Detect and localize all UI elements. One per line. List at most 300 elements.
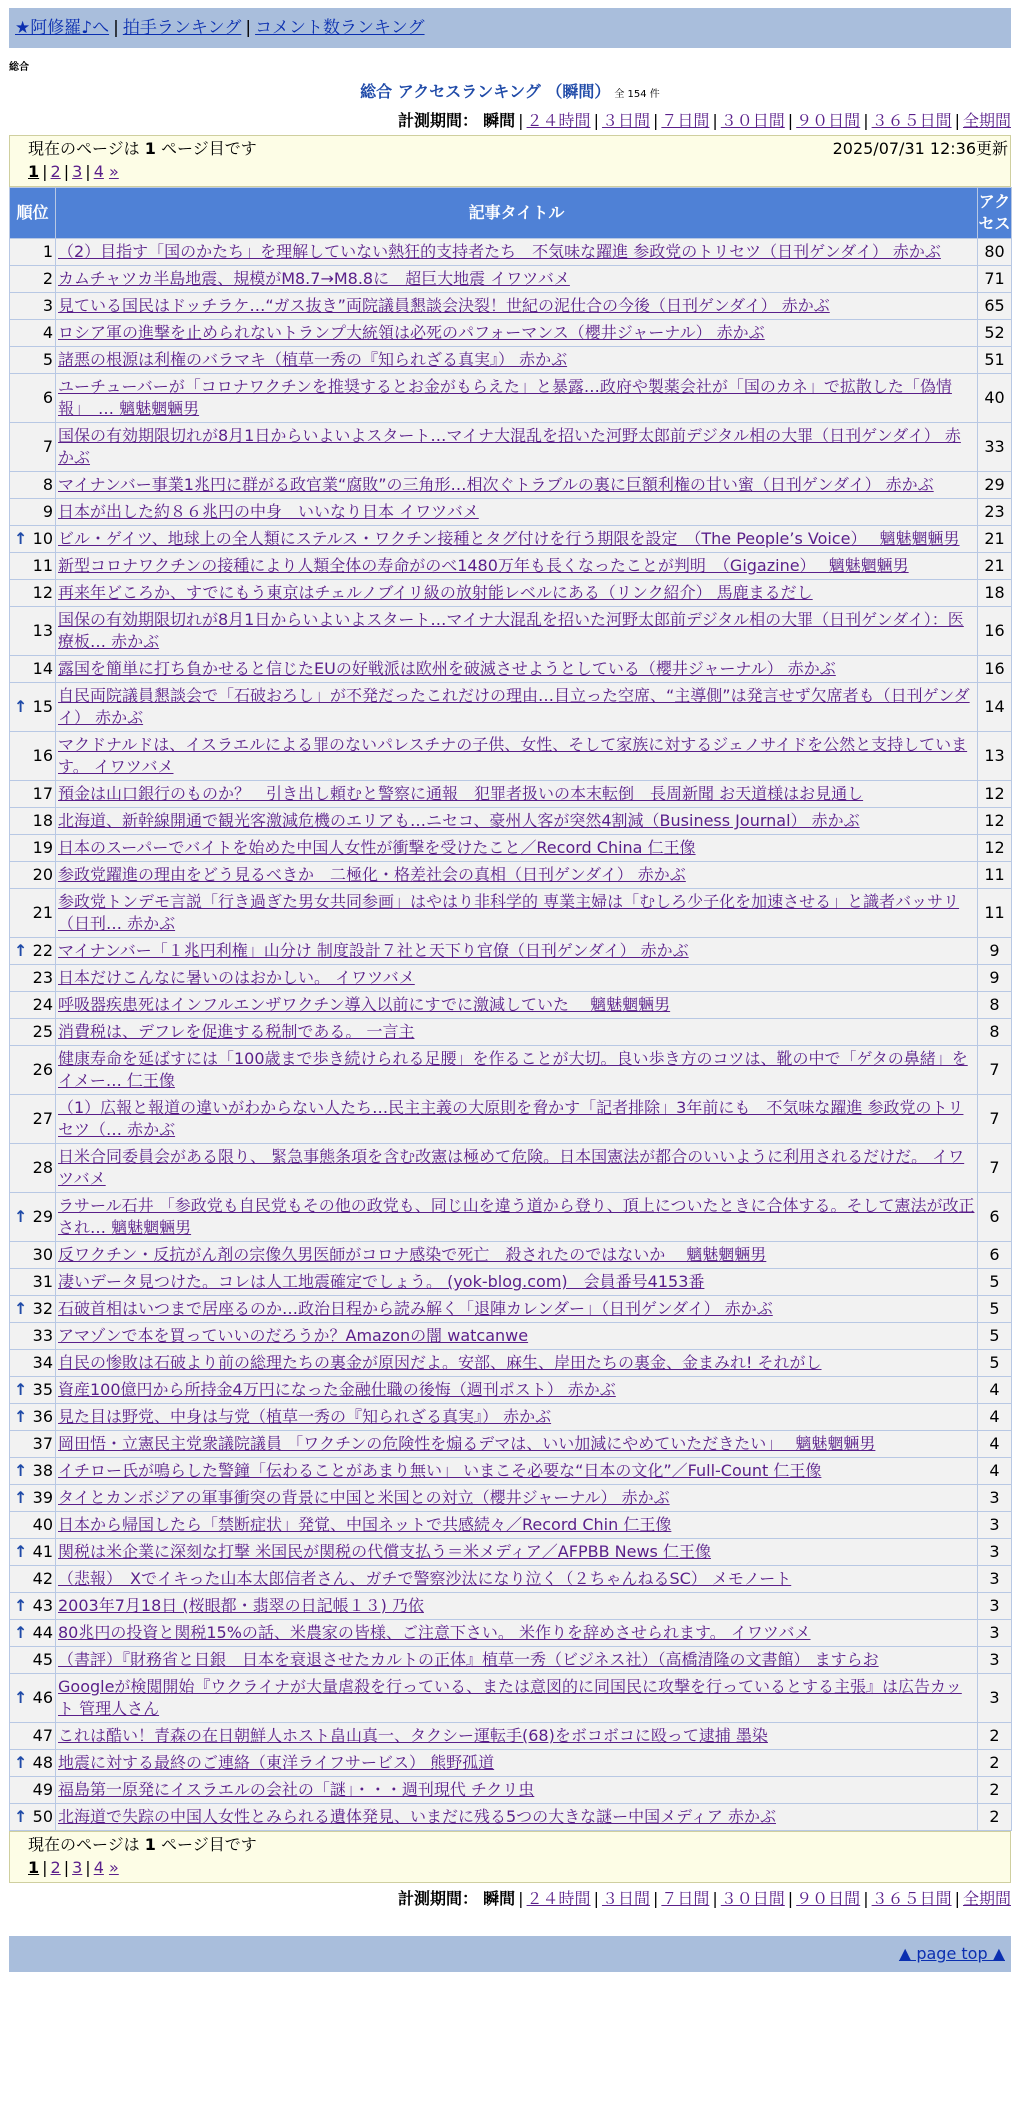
- title-cell: [56, 266, 978, 293]
- rank-number: 47: [32, 1726, 53, 1745]
- title-cell: [56, 1674, 978, 1723]
- rank-number: 23: [32, 968, 53, 987]
- table-row: [10, 808, 1012, 835]
- article-title-link[interactable]: 関税は米企業に深刻な打撃 米国民が関税の代償支払う＝米メディア／AFPBB News 仁王像: [58, 1542, 711, 1561]
- title-cell: [56, 683, 978, 732]
- article-title-link[interactable]: 新型コロナワクチンの接種により人類全体の寿命がのべ1480万年も長くなったことが判明 （Gigazine） 魑魅魍魎男: [58, 556, 909, 575]
- access-count: 12: [978, 835, 1012, 862]
- access-count: 33: [978, 423, 1012, 472]
- header-access: アクセス: [978, 188, 1012, 239]
- table-row: [10, 1512, 1012, 1539]
- article-title-link[interactable]: 日本だけこんなに暑いのはおかしい。 イワツバメ: [58, 968, 415, 987]
- period-link-24h[interactable]: ２４時間: [526, 111, 591, 130]
- article-title-link[interactable]: カムチャツカ半島地震、規模がM8.7→M8.8に 超巨大地震 イワツバメ: [58, 269, 570, 288]
- title-cell: [56, 1350, 978, 1377]
- updated-timestamp: 2025/07/31 12:36更新: [832, 139, 1008, 158]
- article-title-link[interactable]: 参政党トンデモ言説「行き過ぎた男女共同参画」はやはり非科学的 専業主婦は「むしろ少子化を加速させる」と識者バッサリ（日刊… 赤かぶ: [58, 892, 960, 933]
- article-title-link[interactable]: 参政党躍進の理由をどう見るべきか 二極化・格差社会の真相（日刊ゲンダイ） 赤かぶ: [58, 865, 686, 884]
- article-title-link[interactable]: 岡田悟・立憲民主党衆議院議員 「ワクチンの危険性を煽るデマは、いい加減にやめていただきたい」 魑魅魍魎男: [58, 1434, 876, 1453]
- article-title-link[interactable]: 見た目は野党、中身は与党（植草一秀の『知られざる真実』） 赤かぶ: [58, 1407, 552, 1426]
- pager-page-4[interactable]: 4: [93, 162, 104, 181]
- rank-cell: [10, 1723, 56, 1750]
- rank-number: 21: [32, 903, 53, 922]
- rank-cell: [10, 1485, 56, 1512]
- title-cell: [56, 1647, 978, 1674]
- rank-cell: [10, 1296, 56, 1323]
- rank-cell: [10, 1269, 56, 1296]
- rank-cell: [10, 992, 56, 1019]
- access-count: 2: [978, 1750, 1012, 1777]
- rank-cell: [10, 239, 56, 266]
- access-count: 3: [978, 1485, 1012, 1512]
- rank-up-arrow-icon: ↑: [14, 1488, 28, 1507]
- table-row: [10, 1620, 1012, 1647]
- table-row: [10, 553, 1012, 580]
- rank-number: 48: [32, 1753, 53, 1772]
- title-cell: [56, 472, 978, 499]
- article-title-link[interactable]: 日本のスーパーでバイトを始めた中国人女性が衝撃を受けたこと／Record China 仁王像: [58, 838, 696, 857]
- title-cell: [56, 347, 978, 374]
- access-count: 2: [978, 1723, 1012, 1750]
- table-row: [10, 1777, 1012, 1804]
- period-label: 計測期間：: [398, 1889, 479, 1908]
- title-cell: [56, 1512, 978, 1539]
- rank-number: 13: [32, 621, 53, 640]
- rank-cell: [10, 423, 56, 472]
- access-count: 6: [978, 1193, 1012, 1242]
- rank-number: 11: [32, 556, 53, 575]
- rank-number: 49: [32, 1780, 53, 1799]
- rank-cell: [10, 607, 56, 656]
- period-current: 瞬間: [483, 111, 516, 130]
- access-count: 4: [978, 1404, 1012, 1431]
- table-row: [10, 347, 1012, 374]
- access-count: 4: [978, 1458, 1012, 1485]
- rank-number: 17: [32, 784, 53, 803]
- rank-number: 16: [32, 746, 53, 765]
- pager-current-page: 1: [28, 1858, 40, 1877]
- period-link-all[interactable]: 全期間: [962, 1889, 1011, 1908]
- title-cell: [56, 374, 978, 423]
- access-count: 8: [978, 1019, 1012, 1046]
- rank-cell: [10, 1804, 56, 1831]
- table-row: [10, 580, 1012, 607]
- access-count: 11: [978, 889, 1012, 938]
- page-top-link[interactable]: ▲ page top ▲: [898, 1944, 1005, 1963]
- header-title: 記事タイトル: [56, 188, 978, 239]
- rank-number: 8: [42, 475, 53, 494]
- access-count: 5: [978, 1269, 1012, 1296]
- nav-link-clap-ranking[interactable]: 拍手ランキング: [122, 18, 242, 38]
- table-row: [10, 607, 1012, 656]
- access-count: 5: [978, 1350, 1012, 1377]
- rank-up-arrow-icon: ↑: [14, 529, 28, 548]
- title-cell: [56, 607, 978, 656]
- rank-cell: [10, 1431, 56, 1458]
- rank-number: 39: [32, 1488, 53, 1507]
- article-title-link[interactable]: 国保の有効期限切れが8月1日からいよいよスタート…マイナ大混乱を招いた河野太郎前デジタル相の大罪（日刊ゲンダイ）：医療板… 赤かぶ: [58, 610, 964, 651]
- article-title-link[interactable]: 資産100億円から所持金4万円になった金融仕職の後悔（週刊ポスト） 赤かぶ: [58, 1380, 616, 1399]
- article-title-link[interactable]: 日本から帰国したら「禁断症状」発覚、中国ネットで共感続々／Record Chin 仁王像: [58, 1515, 672, 1534]
- rank-cell: [10, 374, 56, 423]
- period-link-90d[interactable]: ９０日間: [796, 1889, 861, 1908]
- rank-number: 28: [32, 1158, 53, 1177]
- title-cell: [56, 732, 978, 781]
- table-row: [10, 1144, 1012, 1193]
- access-count: 7: [978, 1046, 1012, 1095]
- period-link-30d[interactable]: ３０日間: [720, 111, 785, 130]
- rank-up-arrow-icon: ↑: [14, 1407, 28, 1426]
- table-row: [10, 266, 1012, 293]
- rank-cell: [10, 347, 56, 374]
- article-title-link[interactable]: 80兆円の投資と関税15%の話、米農家の皆様、ご注意下さい。 米作りを辞めさせられます。 イワツバメ: [58, 1623, 811, 1642]
- pager-page-2[interactable]: 2: [50, 1858, 61, 1877]
- title-cell: [56, 1193, 978, 1242]
- pager-page-3[interactable]: 3: [72, 1858, 83, 1877]
- rank-cell: [10, 808, 56, 835]
- period-link-365d[interactable]: ３６５日間: [871, 1889, 952, 1908]
- access-count: 12: [978, 808, 1012, 835]
- title-cell: [56, 239, 978, 266]
- access-count: 7: [978, 1144, 1012, 1193]
- article-title-link[interactable]: （1）広報と報道の違いがわからない人たち…民主主義の大原則を脅かす「記者排除」3年前にも 不気味な躍進 参政党のトリセツ（… 赤かぶ: [58, 1098, 964, 1139]
- table-row: [10, 1804, 1012, 1831]
- title-cell: [56, 1242, 978, 1269]
- nav-link-comment-ranking[interactable]: コメント数ランキング: [255, 18, 425, 38]
- rank-number: 29: [32, 1207, 53, 1226]
- access-count: 2: [978, 1777, 1012, 1804]
- article-title-link[interactable]: （書評）『財務省と日銀 日本を衰退させたカルトの正体』植草一秀（ビジネス社）（高橋清隆の文書館） ますらお: [58, 1650, 879, 1669]
- article-title-link[interactable]: 地震に対する最終のご連絡（東洋ライフサービス） 熊野孤道: [58, 1753, 495, 1772]
- period-selector-bottom: 計測期間： 瞬間 | ２４時間 | ３日間 | ７日間 | ３０日間 | ９０日間 | ３６５日間 | 全期間: [398, 1889, 1011, 1908]
- article-title-link[interactable]: 石破首相はいつまで居座るのか…政治日程から読み解く「退陣カレンダー」（日刊ゲンダイ） 赤かぶ: [58, 1299, 773, 1318]
- table-row: [10, 1750, 1012, 1777]
- access-count: 5: [978, 1323, 1012, 1350]
- rank-cell: [10, 683, 56, 732]
- rank-number: 24: [32, 995, 53, 1014]
- title-cell: [56, 889, 978, 938]
- access-count: 3: [978, 1593, 1012, 1620]
- rank-number: 44: [32, 1623, 53, 1642]
- title-cell: [56, 1404, 978, 1431]
- article-title-link[interactable]: （2）目指す「国のかたち」を理解していない熱狂的支持者たち 不気味な躍進 参政党のトリセツ（日刊ゲンダイ） 赤かぶ: [58, 242, 941, 261]
- title-cell: [56, 1750, 978, 1777]
- article-title-link[interactable]: マイナンバー「１兆円利権」山分け 制度設計７社と天下り官僚（日刊ゲンダイ） 赤かぶ: [58, 941, 689, 960]
- article-title-link[interactable]: 北海道、新幹線開通で観光客激減危機のエリアも…ニセコ、豪州人客が突然4割減（Business Journal） 赤かぶ: [58, 811, 860, 830]
- title-cell: [56, 965, 978, 992]
- title-cell: [56, 580, 978, 607]
- table-row: [10, 526, 1012, 553]
- article-title-link[interactable]: 北海道で失踪の中国人女性とみられる遺体発見、いまだに残る5つの大きな謎ー中国メディア 赤かぶ: [58, 1807, 776, 1826]
- table-row: [10, 683, 1012, 732]
- table-row: [10, 781, 1012, 808]
- table-row: [10, 472, 1012, 499]
- rank-up-arrow-icon: ↑: [14, 1596, 28, 1615]
- access-count: 3: [978, 1566, 1012, 1593]
- access-count: 80: [978, 239, 1012, 266]
- article-title-link[interactable]: 福島第一原発にイスラエルの会社の「謎」・・・週刊現代 チクリ虫: [58, 1780, 535, 1799]
- article-title-link[interactable]: 見ている国民はドッチラケ…“ガス抜き”両院議員懇談会決裂！世紀の泥仕合の今後（日刊ゲンダイ） 赤かぶ: [58, 296, 830, 315]
- title-cell: [56, 808, 978, 835]
- page-info-box-bottom: [9, 1831, 1011, 1883]
- nav-link-ashura[interactable]: ★阿修羅♪へ: [15, 18, 110, 38]
- table-row: [10, 862, 1012, 889]
- article-title-link[interactable]: ロシア軍の進撃を止められないトランプ大統領は必死のパフォーマンス（櫻井ジャーナル） 赤かぶ: [58, 323, 765, 342]
- page-heading: [0, 82, 1020, 105]
- access-count: 21: [978, 526, 1012, 553]
- access-count: 29: [978, 472, 1012, 499]
- rank-number: 34: [32, 1353, 53, 1372]
- pager-page-2[interactable]: 2: [50, 162, 61, 181]
- rank-number: 31: [32, 1272, 53, 1291]
- article-title-link[interactable]: 露国を簡単に打ち負かせると信じたEUの好戦派は欧州を破滅させようとしている（櫻井ジャーナル） 赤かぶ: [58, 659, 836, 678]
- table-row: [10, 1323, 1012, 1350]
- nav-separator: |: [245, 18, 252, 38]
- rank-number: 22: [32, 941, 53, 960]
- access-count: 16: [978, 656, 1012, 683]
- rank-number: 32: [32, 1299, 53, 1318]
- rank-number: 2: [42, 269, 53, 288]
- rank-cell: [10, 553, 56, 580]
- rank-cell: [10, 835, 56, 862]
- access-count: 3: [978, 1674, 1012, 1723]
- table-row: [10, 1095, 1012, 1144]
- table-row: [10, 1458, 1012, 1485]
- table-row: [10, 1377, 1012, 1404]
- article-title-link[interactable]: 自民両院議員懇談会で「石破おろし」が不発だったこれだけの理由…目立った空席、“主導側”は発言せず欠席者も（日刊ゲンダイ） 赤かぶ: [58, 686, 970, 727]
- title-cell: [56, 1377, 978, 1404]
- title-cell: [56, 835, 978, 862]
- title-cell: [56, 553, 978, 580]
- pager-next[interactable]: »: [108, 1858, 119, 1877]
- article-title-link[interactable]: これは酷い！青森の在日朝鮮人ホスト畠山真一、タクシー運転手(68)をボコボコに殴って逮捕 墨染: [58, 1726, 768, 1745]
- article-title-link[interactable]: ビル・ゲイツ、地球上の全人類にステルス・ワクチン接種とタグ付けを行う期限を設定 （The People’s Voice） 魑魅魍魎男: [58, 529, 960, 548]
- rank-number: 19: [32, 838, 53, 857]
- table-row: [10, 656, 1012, 683]
- rank-cell: [10, 1144, 56, 1193]
- rank-number: 6: [42, 388, 53, 407]
- rank-number: 1: [42, 242, 53, 261]
- rank-number: 37: [32, 1434, 53, 1453]
- page-info-box-top: [9, 135, 1011, 187]
- rank-number: 41: [32, 1542, 53, 1561]
- article-title-link[interactable]: 諸悪の根源は利権のバラマキ（植草一秀の『知られざる真実』） 赤かぶ: [58, 350, 568, 369]
- title-cell: [56, 1804, 978, 1831]
- current-page-text: 現在のページは 1 ページ目です: [28, 139, 257, 158]
- rank-number: 50: [32, 1807, 53, 1826]
- rank-cell: [10, 1539, 56, 1566]
- rank-number: 40: [32, 1515, 53, 1534]
- title-cell: [56, 1431, 978, 1458]
- nav-separator: |: [113, 18, 119, 38]
- article-title-link[interactable]: イチロー氏が鳴らした警鐘「伝わることがあまり無い」 いまこそ必要な“日本の文化”／Full-Count 仁王像: [58, 1461, 822, 1480]
- rank-cell: [10, 1620, 56, 1647]
- rank-cell: [10, 580, 56, 607]
- access-count: 71: [978, 266, 1012, 293]
- title-cell: [56, 1539, 978, 1566]
- article-title-link[interactable]: 凄いデータ見つけた。コレは人工地震確定でしょう。 (yok-blog.com) 会員番号4153番: [58, 1272, 705, 1291]
- rank-cell: [10, 1750, 56, 1777]
- period-link-3d[interactable]: ３日間: [601, 111, 650, 130]
- table-row: [10, 732, 1012, 781]
- title-cell: [56, 938, 978, 965]
- access-count: 5: [978, 1296, 1012, 1323]
- article-title-link[interactable]: 国保の有効期限切れが8月1日からいよいよスタート…マイナ大混乱を招いた河野太郎前デジタル相の大罪（日刊ゲンダイ） 赤かぶ: [58, 426, 961, 467]
- table-row: [10, 239, 1012, 266]
- access-count: 18: [978, 580, 1012, 607]
- period-link-30d[interactable]: ３０日間: [720, 1889, 785, 1908]
- title-cell: [56, 1095, 978, 1144]
- access-count: 3: [978, 1620, 1012, 1647]
- rank-cell: [10, 1674, 56, 1723]
- access-count: 52: [978, 320, 1012, 347]
- table-row: [10, 1723, 1012, 1750]
- period-link-3d[interactable]: ３日間: [601, 1889, 650, 1908]
- rank-up-arrow-icon: ↑: [14, 1688, 28, 1707]
- rank-number: 3: [42, 296, 53, 315]
- top-nav-bar: [9, 8, 1011, 48]
- title-cell: [56, 1723, 978, 1750]
- table-row: [10, 992, 1012, 1019]
- rank-cell: [10, 1193, 56, 1242]
- pager-top: 1 | 2 | 3 | 4 »: [28, 162, 119, 181]
- article-title-link[interactable]: 日本が出した約８６兆円の中身 いいなり日本 イワツバメ: [58, 502, 479, 521]
- rank-number: 45: [32, 1650, 53, 1669]
- rank-cell: [10, 1512, 56, 1539]
- rank-cell: [10, 320, 56, 347]
- rank-number: 42: [32, 1569, 53, 1588]
- table-row: [10, 1404, 1012, 1431]
- rank-up-arrow-icon: ↑: [14, 1207, 28, 1226]
- period-link-24h[interactable]: ２４時間: [526, 1889, 591, 1908]
- table-row: [10, 938, 1012, 965]
- title-cell: [56, 862, 978, 889]
- period-selector-top: 計測期間： 瞬間 | ２４時間 | ３日間 | ７日間 | ３０日間 | ９０日間 | ３６５日間 | 全期間: [398, 111, 1011, 130]
- access-count: 40: [978, 374, 1012, 423]
- period-link-365d[interactable]: ３６５日間: [871, 111, 952, 130]
- article-title-link[interactable]: 預金は山口銀行のものか？ 引き出し頼むと警察に通報 犯罪者扱いの本末転倒 長周新聞 お天道様はお見通し: [58, 784, 864, 803]
- rank-up-arrow-icon: ↑: [14, 1299, 28, 1318]
- table-row: [10, 1431, 1012, 1458]
- rank-cell: [10, 781, 56, 808]
- rank-cell: [10, 656, 56, 683]
- article-title-link[interactable]: ラサール石井 「参政党も自民党もその他の政党も、同じ山を違う道から登り、頂上についたときに合体する。そして憲法が改正され… 魑魅魍魎男: [58, 1196, 975, 1237]
- rank-cell: [10, 1046, 56, 1095]
- article-title-link[interactable]: Googleが検閲開始『ウクライナが大量虐殺を行っている、または意図的に同国民に攻撃を行っているとする主張』は広告カット 管理人さん: [58, 1677, 962, 1718]
- access-count: 51: [978, 347, 1012, 374]
- rank-cell: [10, 889, 56, 938]
- article-title-link[interactable]: マクドナルドは、イスラエルによる罪のないパレスチナの子供、女性、そして家族に対するジェノサイドを公然と支持しています。 イワツバメ: [58, 735, 968, 776]
- rank-number: 14: [32, 659, 53, 678]
- access-count: 23: [978, 499, 1012, 526]
- table-row: [10, 1019, 1012, 1046]
- rank-cell: [10, 965, 56, 992]
- table-row: [10, 1674, 1012, 1723]
- rank-cell: [10, 1019, 56, 1046]
- article-title-link[interactable]: マイナンバー事業1兆円に群がる政官業“腐敗”の三角形…相次ぐトラブルの裏に巨額利権の甘い蜜（日刊ゲンダイ） 赤かぶ: [58, 475, 934, 494]
- rank-number: 27: [32, 1109, 53, 1128]
- table-row: [10, 965, 1012, 992]
- title-cell: [56, 1620, 978, 1647]
- access-count: 3: [978, 1539, 1012, 1566]
- period-link-90d[interactable]: ９０日間: [796, 111, 861, 130]
- article-title-link[interactable]: 反ワクチン・反抗がん剤の宗像久男医師がコロナ感染で死亡 殺されたのではないか 魑魅魍魎男: [58, 1245, 767, 1264]
- table-row: [10, 1593, 1012, 1620]
- pager-bottom: 1 | 2 | 3 | 4 »: [28, 1858, 119, 1877]
- access-count: 3: [978, 1512, 1012, 1539]
- title-cell: [56, 526, 978, 553]
- ranking-rows: [10, 239, 1012, 1831]
- table-row: [10, 320, 1012, 347]
- period-link-all[interactable]: 全期間: [962, 111, 1011, 130]
- rank-cell: [10, 1404, 56, 1431]
- period-link-7d[interactable]: ７日間: [661, 111, 710, 130]
- access-count: 21: [978, 553, 1012, 580]
- article-title-link[interactable]: タイとカンボジアの軍事衝突の背景に中国と米国との対立（櫻井ジャーナル） 赤かぶ: [58, 1488, 670, 1507]
- article-title-link[interactable]: アマゾンで本を買っていいのだろうか？Amazonの闇 watcanwe: [58, 1326, 529, 1345]
- table-row: [10, 1485, 1012, 1512]
- rank-up-arrow-icon: ↑: [14, 1807, 28, 1826]
- title-cell: [56, 1019, 978, 1046]
- period-link-7d[interactable]: ７日間: [661, 1889, 710, 1908]
- article-title-link[interactable]: 日米合同委員会がある限り、 緊急事態条項を含む改憲は極めて危険。日本国憲法が都合のいいように利用されるだけだ。 イワツバメ: [58, 1147, 965, 1188]
- title-cell: [56, 1296, 978, 1323]
- rank-number: 7: [42, 437, 53, 456]
- table-row: [10, 1046, 1012, 1095]
- article-title-link[interactable]: 呼吸器疾患死はインフルエンザワクチン導入以前にすでに激減していた 魑魅魍魎男: [58, 995, 671, 1014]
- article-title-link[interactable]: ユーチューバーが「コロナワクチンを推奨するとお金がもらえた」と暴露…政府や製薬会社が「国のカネ」で拡散した「偽情報」 … 魑魅魍魎男: [58, 377, 952, 418]
- table-row: [10, 1269, 1012, 1296]
- rank-up-arrow-icon: ↑: [14, 1542, 28, 1561]
- access-count: 6: [978, 1242, 1012, 1269]
- pager-page-3[interactable]: 3: [72, 162, 83, 181]
- rank-up-arrow-icon: ↑: [14, 1380, 28, 1399]
- rank-cell: [10, 1566, 56, 1593]
- article-title-link[interactable]: （悲報） Xでイキった山本太郎信者さん、ガチで警察沙汰になり泣く（２ちゃんねるSC） メモノート: [58, 1569, 792, 1588]
- table-row: [10, 889, 1012, 938]
- rank-number: 30: [32, 1245, 53, 1264]
- article-title-link[interactable]: 2003年7月18日 (桜眼都・翡翠の日記帳１３) 乃依: [58, 1596, 424, 1615]
- page-title: 総合 アクセスランキング （瞬間）: [360, 82, 611, 101]
- rank-up-arrow-icon: ↑: [14, 1461, 28, 1480]
- title-cell: [56, 320, 978, 347]
- rank-number: 25: [32, 1022, 53, 1041]
- title-cell: [56, 499, 978, 526]
- pager-page-4[interactable]: 4: [93, 1858, 104, 1877]
- table-row: [10, 1193, 1012, 1242]
- rank-cell: [10, 1458, 56, 1485]
- pager-next[interactable]: »: [108, 162, 119, 181]
- article-title-link[interactable]: 再来年どころか、すでにもう東京はチェルノブイリ級の放射能レベルにある（リンク紹介） 馬鹿まるだし: [58, 583, 813, 602]
- table-row: [10, 1647, 1012, 1674]
- rank-cell: [10, 1242, 56, 1269]
- rank-number: 20: [32, 865, 53, 884]
- ranking-table: [9, 187, 1012, 1831]
- rank-cell: [10, 732, 56, 781]
- rank-cell: [10, 526, 56, 553]
- access-count: 7: [978, 1095, 1012, 1144]
- rank-cell: [10, 499, 56, 526]
- title-cell: [56, 293, 978, 320]
- access-count: 16: [978, 607, 1012, 656]
- title-cell: [56, 1458, 978, 1485]
- article-title-link[interactable]: 自民の惨敗は石破より前の総理たちの裏金が原因だよ。安部、麻生、岸田たちの裏金、金まみれ! それがし: [58, 1353, 822, 1372]
- access-count: 8: [978, 992, 1012, 1019]
- title-cell: [56, 423, 978, 472]
- rank-number: 38: [32, 1461, 53, 1480]
- article-title-link[interactable]: 健康寿命を延ばすには「100歳まで歩き続けられる足腰」を作ることが大切。良い歩き方のコツは、靴の中で「ゲタの鼻緒」をイメー… 仁王像: [58, 1049, 968, 1090]
- article-title-link[interactable]: 消費税は、デフレを促進する税制である。 一言主: [58, 1022, 415, 1041]
